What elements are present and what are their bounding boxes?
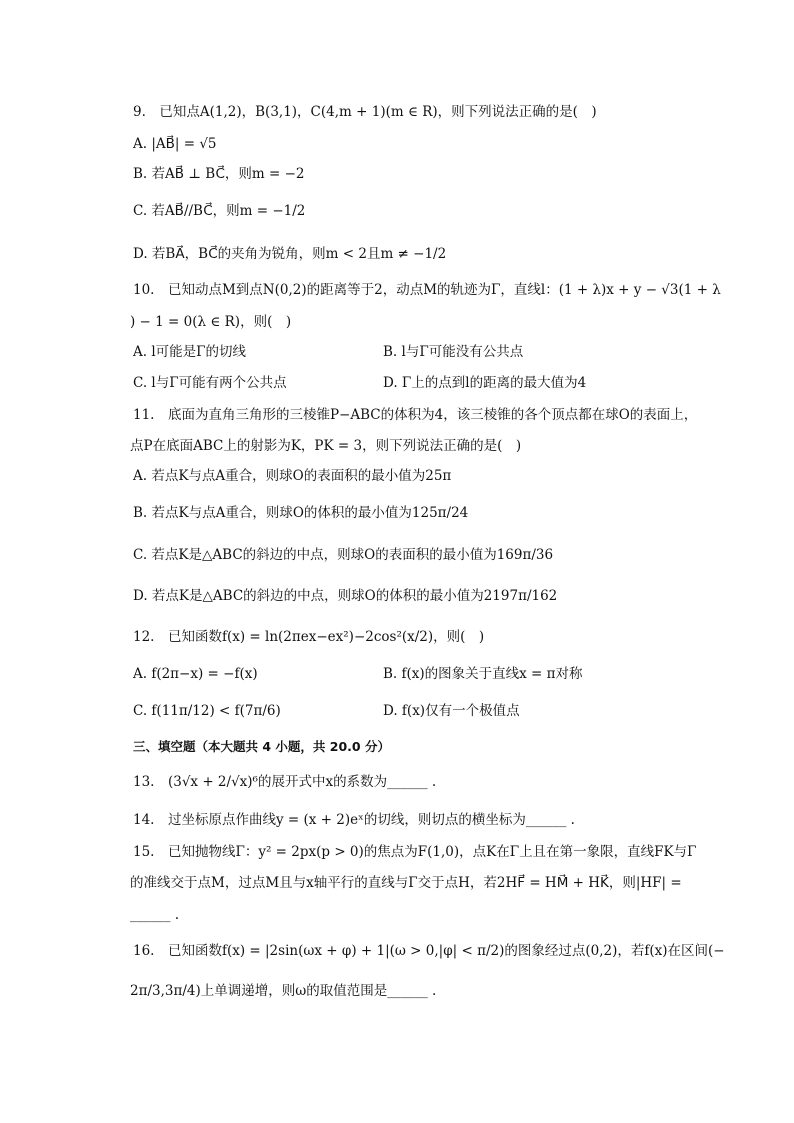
q11-option-c: C. 若点K是△ABC的斜边的中点，则球O的表面积的最小值为169π/36 [133,547,554,563]
q9-option-b: B. 若AB⃗ ⊥ BC⃗，则m = −2 [133,166,305,182]
q9-option-d: D. 若BA⃗，BC⃗的夹角为锐角，则m < 2且m ≠ −1/2 [133,246,447,262]
q11-stem-line2: 点P在底面ABC上的射影为K，PK = 3，则下列说法正确的是( ) [130,438,522,454]
q12-stem: 12. 已知函数f(x) = ln(2πex−ex²)−2cos²(x/2)，则( ) [133,629,485,645]
q9-stem: 9. 已知点A(1,2)，B(3,1)，C(4,m + 1)(m ∈ R)，则下列说法正确的是( ) [133,104,597,120]
q10-option-d: D. Γ上的点到l的距离的最大值为4 [383,375,587,391]
q12-option-d: D. f(x)仅有一个极值点 [383,703,520,719]
q10-stem-line1: 10. 已知动点M到点N(0,2)的距离等于2，动点M的轨迹为Γ，直线l：(1 + λ)x + y − √3(1 + λ [133,282,721,298]
q10-stem-line2: ) − 1 = 0(λ ∈ R)，则( ) [130,314,292,330]
q14-text: 14. 过坐标原点作曲线y = (x + 2)eˣ的切线，则切点的横坐标为______ . [133,812,575,828]
q15-line2: 的准线交于点M，过点M且与x轴平行的直线与Γ交于点H，若2HF⃗ = HM⃗ + HK⃗，则|HF| = [130,875,682,891]
q15-line3: ______ . [130,907,180,923]
q9-option-c: C. 若AB⃗//BC⃗，则m = −1/2 [133,203,306,219]
q11-stem-line1: 11. 底面为直角三角形的三棱锥P−ABC的体积为4，该三棱锥的各个顶点都在球O的表面上， [133,407,698,423]
q12-option-c: C. f(11π/12) < f(7π/6) [133,703,281,719]
q12-option-a: A. f(2π−x) = −f(x) [133,666,258,682]
q12-option-b: B. f(x)的图象关于直线x = π对称 [383,666,583,682]
q15-line1: 15. 已知抛物线Γ：y² = 2px(p > 0)的焦点为F(1,0)，点K在Γ上且在第一象限，直线FK与Γ [133,844,697,860]
q16-line1: 16. 已知函数f(x) = |2sin(ωx + φ) + 1|(ω > 0,|φ| < π/2)的图象经过点(0,2)，若f(x)在区间(− [133,943,725,959]
q10-option-a: A. l可能是Γ的切线 [133,344,247,360]
q16-line2: 2π/3,3π/4)上单调递增，则ω的取值范围是______ . [130,983,437,999]
q11-option-a: A. 若点K与点A重合，则球O的表面积的最小值为25π [133,468,452,484]
q13-text: 13. (3√x + 2/√x)⁶的展开式中x的系数为______ . [133,774,437,790]
q11-option-b: B. 若点K与点A重合，则球O的体积的最小值为125π/24 [133,505,469,521]
q10-option-c: C. l与Γ可能有两个公共点 [133,375,287,391]
q11-option-d: D. 若点K是△ABC的斜边的中点，则球O的体积的最小值为2197π/162 [133,588,558,604]
q9-option-a: A. |AB⃗| = √5 [133,136,217,152]
q10-option-b: B. l与Γ可能没有公共点 [383,344,524,360]
section-three-heading: 三、填空题（本大题共 4 小题，共 20.0 分） [133,739,390,754]
